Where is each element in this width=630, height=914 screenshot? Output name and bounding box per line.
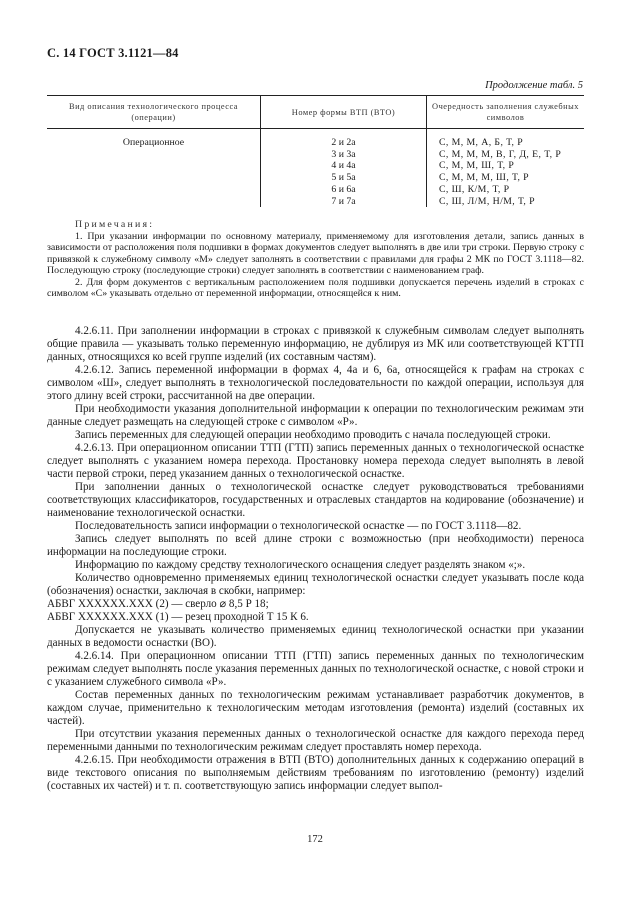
form-number: 4 и 4а bbox=[331, 160, 356, 172]
cell-symbols-orders bbox=[427, 129, 585, 208]
notes-title: Примечания: bbox=[75, 219, 155, 230]
symbols-order: С, М, М, А, Б, Т, Р bbox=[439, 137, 524, 148]
paragraph: При заполнении данных о технологической оснастке следует руководствоваться требованиями соответствующих классификаторов, государственных и отраслевых стандартов на кодирование (обозначение) и наименование технологической оснастки. bbox=[47, 481, 584, 519]
col-header-form-number: Номер формы ВТП (ВТО) bbox=[261, 96, 427, 129]
paragraph: 4.2.6.13. При операционном описании ТТП (ГТП) запись переменных данных о технологической оснастке следует выполнять с указанием номера перехода. Простановку номера перехода следует выполнять в левой части первой строки, перед указанием данных о технологической оснастке. bbox=[47, 442, 584, 480]
paragraph: Состав переменных данных по технологическим режимам устанавливает разработчик документов, в каждом случае, применительно к технологическим методам изготовления (ремонта) изделий (составных их частей). bbox=[47, 689, 584, 727]
paragraph: 4.2.6.14. При операционном описании ТТП (ГТП) запись переменных данных по технологическим режимам следует выполнять после указания переменных данных по технологической оснастке, с новой строки и с указанием служебного символа «Р». bbox=[47, 650, 584, 688]
symbols-order: С, М, М, Ш, Т, Р bbox=[439, 160, 515, 172]
paragraph: Запись следует выполнять по всей длине строки с возможностью (при необходимости) переноса информации на последующие строки. bbox=[47, 533, 584, 558]
paragraph: 4.2.6.15. При необходимости отражения в ВТП (ВТО) дополнительных данных к содержанию операций в виде текстового описания по выполняемым действиям требованиям по изготовлению (ремонту) изделий (составных их частей) и т. п. соответствующую запись информации следует выпол- bbox=[47, 754, 584, 792]
form-number: 6 и 6а bbox=[331, 183, 356, 195]
form-number: 3 и 3а bbox=[331, 148, 356, 160]
note-2: 2. Для форм документов с вертикальным расположением поля подшивки допускается перечень изделий в строках с символом «С» указывать отдельно от переменной информации, относящейся к ним. bbox=[47, 276, 584, 299]
table-continuation-label: Продолжение табл. 5 bbox=[485, 80, 583, 91]
example-line: АБВГ ХХХХХХ.ХХХ (2) — сверло ⌀ 8,5 Р 18; bbox=[47, 598, 269, 610]
cell-description-kind: Операционное bbox=[122, 137, 185, 148]
paragraph: Информацию по каждому средству технологического оснащения следует разделять знаком «;». bbox=[75, 559, 526, 571]
paragraph: При необходимости указания дополнительной информации к операции по технологическим режимам эти данные следует размещать на следующей строке с символом «Р». bbox=[47, 403, 584, 428]
note-1: 1. При указании информации по основному материалу, применяемому для изготовления детали, запись данных в зависимости от расположения поля подшивки в формах документов следует выполнять в две или три строки. Первую строку с привязкой к служебному символу «М» следует заполнять в соответствии с правилами для графы 2 МК по ГОСТ 3.1118—82. Последующую строку (последующие строки) следует заполнять в соответствии с наименованием граф. bbox=[47, 230, 584, 276]
paragraph: 4.2.6.12. Запись переменной информации в формах 4, 4а и 6, 6а, относящейся к графам на строках с символом «Ш», следует выполнять в технологической последовательности по каждой операции, используя для этого длину всей строки, рассчитанной на две операции. bbox=[47, 364, 584, 402]
form-number: 7 и 7а bbox=[331, 195, 356, 207]
paragraph: 4.2.6.11. При заполнении информации в строках с привязкой к служебным символам следует выполнять общие правила — указывать только переменную информацию, не дублируя из МК или соответствующей КТТП данных, относящихся ко всей группе изделий (их составным частям). bbox=[47, 325, 584, 363]
page-number: 172 bbox=[307, 834, 323, 845]
example-line: АБВГ ХХХХХХ.ХХХ (1) — резец проходной Т 15 К 6. bbox=[47, 611, 309, 623]
col-header-description-kind: Вид описания технологического процесса (операции) bbox=[47, 96, 261, 129]
col-header-symbols-order: Очередность заполнения служебных символов bbox=[427, 96, 585, 129]
symbols-order: С, Ш, К/М, Т, Р bbox=[439, 183, 510, 195]
form-number: 5 и 5а bbox=[331, 172, 356, 184]
symbols-order: С, М, М, М, Ш, Т, Р bbox=[439, 172, 529, 184]
paragraph: Количество одновременно применяемых единиц технологической оснастки следует указывать после кода (обозначения) оснастки, заключая в скобки, например: bbox=[47, 572, 584, 597]
table-notes bbox=[47, 219, 584, 300]
symbols-order-table bbox=[47, 95, 584, 207]
paragraph: Запись переменных для следующей операции необходимо проводить с начала последующей строки. bbox=[75, 429, 551, 441]
symbols-order: С, Ш, Л/М, Н/М, Т, Р bbox=[439, 195, 535, 207]
body-text bbox=[47, 325, 584, 793]
form-number: 2 и 2а bbox=[331, 137, 356, 148]
page-header: С. 14 ГОСТ 3.1121—84 bbox=[47, 46, 179, 60]
paragraph: Допускается не указывать количество применяемых единиц технологической оснастки при указании данных в ведомости оснастки (ВО). bbox=[47, 624, 584, 649]
cell-form-numbers bbox=[261, 129, 427, 208]
symbols-order: С, М, М, М, В, Г, Д, Е, Т, Р bbox=[439, 148, 562, 160]
paragraph: При отсутствии указания переменных данных о технологической оснастке для каждого перехода перед переменными данными по технологическим режимам следует проставлять номер перехода. bbox=[47, 728, 584, 753]
paragraph: Последовательность записи информации о технологической оснастке — по ГОСТ 3.1118—82. bbox=[75, 520, 522, 532]
